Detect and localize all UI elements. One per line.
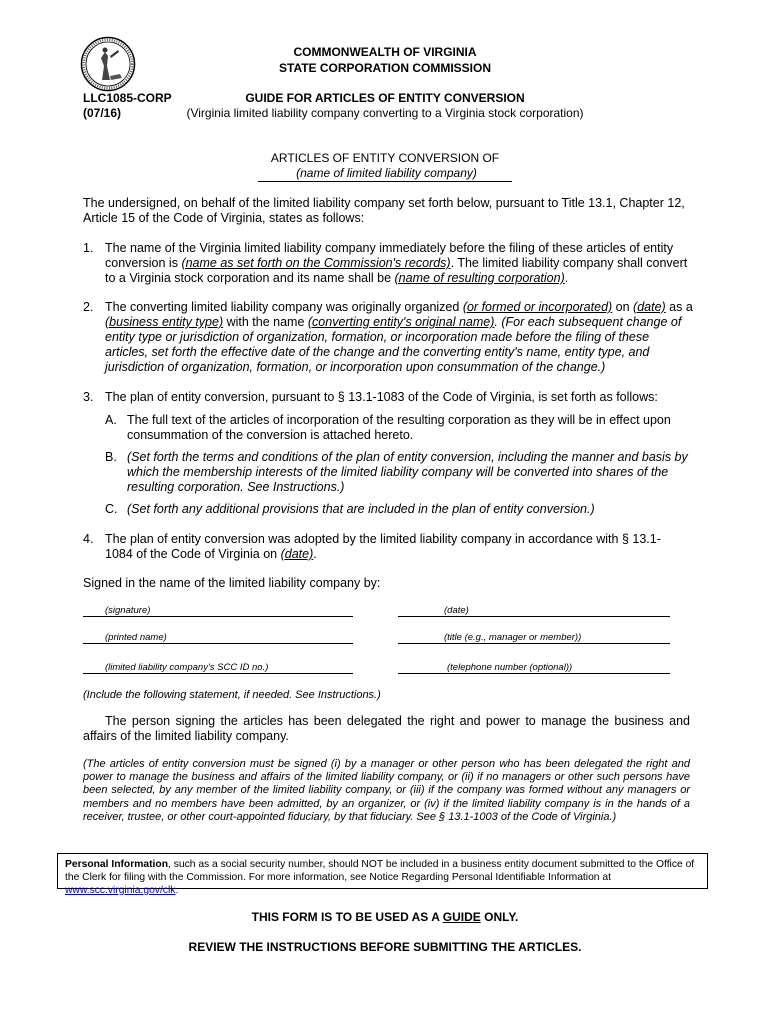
item-1-text: The name of the Virginia limited liability company immediately before the filing of these articles of entity conversion is (name as set forth on the Commission's records). The limited liability company shall convert to a Virginia stock corporation and its name shall be (name of resulting corporation). (105, 241, 688, 285)
form-date: (07/16) (83, 106, 122, 120)
telephone-field[interactable]: (telephone number (optional)) (398, 661, 670, 674)
item-1-number: 1. (83, 241, 94, 255)
include-statement: (Include the following statement, if needed. See Instructions.) (83, 689, 381, 701)
item-3-number: 3. (83, 390, 94, 404)
item-3a-letter: A. (105, 413, 117, 427)
item-3c-text: (Set forth any additional provisions that are included in the plan of entity conversion.) (127, 502, 595, 516)
item-3b-text: (Set forth the terms and conditions of the plan of entity conversion, including the manner and basis by which the membership interests of the limited liability company will be converted into shares of the resulting corporation. See Instructions.) (127, 450, 688, 494)
item-4-number: 4. (83, 532, 94, 546)
printed-name-field[interactable]: (printed name) (83, 631, 353, 644)
item-3-text: The plan of entity conversion, pursuant to § 13.1-1083 of the Code of Virginia, is set forth as follows: (105, 390, 658, 404)
item-3a-text: The full text of the articles of incorporation of the resulting corporation as they will be in effect upon consummation of the conversion is attached hereto. (127, 413, 671, 442)
articles-title: ARTICLES OF ENTITY CONVERSION OF (270, 151, 500, 165)
articles-name-line: (name of limited liability company) (175, 166, 595, 182)
personal-info-box: Personal Information, such as a social security number, should NOT be included in a business entity document submitted to the Office of the Clerk for filing with the Commission. For more information, see Notice Regarding Personal Identifiable Information at www.scc.virginia.gov/clk. (57, 853, 708, 889)
form-code: LLC1085-CORP (83, 91, 172, 105)
review-instructions-notice: REVIEW THE INSTRUCTIONS BEFORE SUBMITTING THE ARTICLES. (188, 940, 582, 954)
item-3b-letter: B. (105, 450, 117, 464)
guide-subtitle: (Virginia limited liability company converting to a Virginia stock corporation) (186, 106, 584, 120)
signature-field[interactable]: (signature) (83, 604, 353, 617)
date-field[interactable]: (date) (398, 604, 670, 617)
delegation-statement: The person signing the articles has been delegated the right and power to manage the business and affairs of the limited liability company. (83, 714, 690, 743)
intro-paragraph: The undersigned, on behalf of the limited liability company set forth below, pursuant to Title 13.1, Chapter 12, Article 15 of the Code of Virginia, states as follows: (83, 196, 685, 225)
title-field[interactable]: (title (e.g., manager or member)) (398, 631, 670, 644)
item-2-number: 2. (83, 300, 94, 314)
header-line1: COMMONWEALTH OF VIRGINIA (293, 45, 477, 59)
virginia-seal-icon (80, 36, 136, 92)
item-3c-letter: C. (105, 502, 118, 516)
guide-title: GUIDE FOR ARTICLES OF ENTITY CONVERSION (245, 91, 525, 105)
scc-id-field[interactable]: (limited liability company's SCC ID no.) (83, 661, 353, 674)
guide-only-notice: THIS FORM IS TO BE USED AS A GUIDE ONLY. (251, 910, 519, 924)
signed-in-name: Signed in the name of the limited liability company by: (83, 576, 381, 590)
item-4-text: The plan of entity conversion was adopted by the limited liability company in accordance with § 13.1-1084 of the Code of Virginia on (date). (105, 532, 661, 561)
header-line2: STATE CORPORATION COMMISSION (279, 61, 491, 75)
scc-clk-link[interactable]: www.scc.virginia.gov/clk (65, 885, 176, 896)
item-2-text: The converting limited liability company was originally organized (or formed or incorporated) on (date) as a (business entity type) with the name (converting entity's original name). (For each subsequent change of entity type or jurisdiction of organization, formation, or incorporation made before the filing of these articles, set forth the effective date of the change and the converting entity's name, entity type, and jurisdiction of organization, formation, or incorporation upon consummation of the change.) (105, 300, 693, 374)
signing-note: (The articles of entity conversion must be signed (i) by a manager or other person who has been delegated the right and power to manage the business and affairs of the limited liability company, or (ii) if no managers or other such persons have been selected, by any member of the limited liability company, or (iii) if the company was formed without any managers or members and no members have been admitted, by an organizer, or (iv) if the limited liability company is in the hands of a receiver, trustee, or other court-appointed fiduciary, by that fiduciary. See § 13.1-1003 of the Code of Virginia.) (83, 758, 690, 823)
